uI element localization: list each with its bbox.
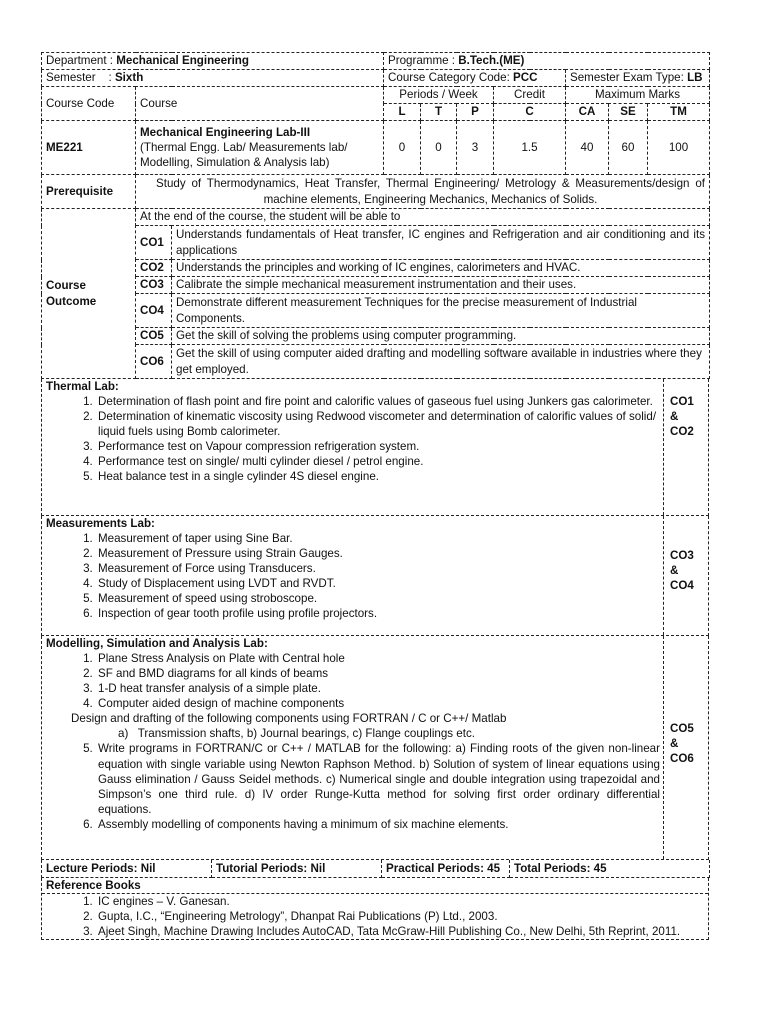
- design-line: Design and drafting of the following components using FORTRAN / C or C++/ Matlab: [71, 712, 507, 726]
- syllabus-document: [41, 52, 709, 940]
- course-header: Course: [136, 87, 384, 121]
- references-title: Reference Books: [46, 878, 141, 892]
- p-value: 3: [457, 121, 494, 175]
- list-item: 1. Measurement of taper using Sine Bar.: [96, 531, 660, 546]
- list-item: 4. Performance test on single/ multi cylinder diesel / petrol engine.: [96, 454, 660, 469]
- prerequisite-label: Prerequisite: [42, 175, 136, 209]
- co-code: CO1: [136, 226, 172, 260]
- list-item: 1. IC engines – V. Ganesan.: [96, 894, 704, 909]
- course-code: ME221: [42, 121, 136, 175]
- lecture-periods: Lecture Periods: Nil: [42, 860, 212, 877]
- prerequisite-text: Study of Thermodynamics, Heat Transfer, Thermal Engineering/ Metrology & Measurements/design of machine elements, Engineering Mechanics, Mechanics of Solids.: [136, 175, 710, 209]
- course-title: Mechanical Engineering Lab-III: [140, 125, 311, 139]
- list-item: 2. Gupta, I.C., “Engineering Metrology”, Dhanpat Rai Publications (P) Ltd., 2003.: [96, 909, 704, 924]
- marks-header: Maximum Marks: [566, 87, 710, 104]
- course-outcome-intro: At the end of the course, the student will be able to: [136, 209, 710, 226]
- list-item: 5. Measurement of speed using stroboscope.: [96, 591, 660, 606]
- co-code: CO3: [136, 277, 172, 294]
- total-periods: Total Periods: 45: [510, 860, 710, 877]
- list-item: 2. Measurement of Pressure using Strain Gauges.: [96, 546, 660, 561]
- references-list: [46, 894, 704, 939]
- co-code: CO2: [136, 260, 172, 277]
- list-item: 1. Determination of flash point and fire point and calorific values of gaseous fuel using Junkers gas calorimeter.: [96, 394, 660, 409]
- periods-header: Periods / Week: [384, 87, 494, 104]
- co-code: CO5: [136, 328, 172, 345]
- list-item: 4. Computer aided design of machine components: [96, 696, 660, 711]
- list-item: 2. SF and BMD diagrams for all kinds of beams: [96, 666, 660, 681]
- list-item: 1. Plane Stress Analysis on Plate with Central hole: [96, 651, 660, 666]
- references-section: [41, 878, 709, 940]
- t-header: T: [421, 104, 457, 121]
- course-title-cell: [136, 121, 384, 175]
- l-header: L: [384, 104, 421, 121]
- credit-header: Credit: [494, 87, 566, 104]
- list-item: 3. Measurement of Force using Transducers.: [96, 561, 660, 576]
- co-label: CO3 & CO4: [670, 549, 694, 593]
- co-label: CO1 & CO2: [670, 395, 694, 439]
- list-item: 3. Ajeet Singh, Machine Drawing Includes AutoCAD, Tata McGraw-Hill Publishing Co., New Delhi, 5th Reprint, 2011.: [96, 924, 704, 939]
- c-header: C: [494, 104, 566, 121]
- co-text: Demonstrate different measurement Techniques for the precise measurement of Industrial Components.: [172, 294, 710, 328]
- p-header: P: [457, 104, 494, 121]
- periods-table: [41, 860, 710, 878]
- list-item: 2. Determination of kinematic viscosity using Redwood viscometer and determination of calorific values of solid/ liquid fuels using Bomb calorimeter.: [96, 409, 660, 439]
- list-item: 3. 1-D heat transfer analysis of a simple plate.: [96, 681, 660, 696]
- ca-value: 40: [566, 121, 609, 175]
- tm-header: TM: [648, 104, 710, 121]
- co-code: CO6: [136, 345, 172, 379]
- list-item: 5. Write programs in FORTRAN/C or C++ / MATLAB for the following: a) Finding roots of the given non-linear equation with single variable using Newton Raphson Method. b) Solution of system of linear equations using Gauss elimination / Gauss Seidel methods. c) Numerical single and double integration using trapezoidal and Simpson’s one third rule. d) IV order Runge-Kutta method for solving first order ordinary differential equations.: [96, 741, 660, 816]
- thermal-lab-section: [41, 379, 709, 516]
- measurements-lab-co-cell: [663, 516, 708, 635]
- course-title-detail: (Thermal Engg. Lab/ Measurements lab/ Modelling, Simulation & Analysis lab): [140, 140, 348, 170]
- modelling-lab-list-continued: [46, 741, 660, 831]
- tutorial-periods: Tutorial Periods: Nil: [212, 860, 382, 877]
- list-item: 6. Assembly modelling of components having a minimum of six machine elements.: [96, 817, 660, 832]
- tm-value: 100: [648, 121, 710, 175]
- co-code: CO4: [136, 294, 172, 328]
- list-item: 5. Heat balance test in a single cylinder 4S diesel engine.: [96, 469, 660, 484]
- programme-cell: Programme : B.Tech.(ME): [384, 53, 710, 70]
- measurements-lab-list: [46, 531, 660, 621]
- practical-periods: Practical Periods: 45: [382, 860, 510, 877]
- ca-header: CA: [566, 104, 609, 121]
- modelling-lab-list: [46, 651, 660, 711]
- category-cell: Course Category Code: PCC: [384, 70, 566, 87]
- c-value: 1.5: [494, 121, 566, 175]
- thermal-lab-co-cell: [663, 379, 708, 515]
- list-item: 6. Inspection of gear tooth profile using profile projectors.: [96, 606, 660, 621]
- l-value: 0: [384, 121, 421, 175]
- list-item: 3. Performance test on Vapour compression refrigeration system.: [96, 439, 660, 454]
- exam-type-cell: Semester Exam Type: LB: [566, 70, 710, 87]
- co-text: Calibrate the simple mechanical measurement instrumentation and their uses.: [172, 277, 710, 294]
- modelling-lab-section: [41, 636, 709, 860]
- measurements-lab-section: [41, 516, 709, 636]
- course-info-table: [41, 52, 710, 379]
- co-text: Get the skill of using computer aided drafting and modelling software available in industries where they get employed.: [172, 345, 710, 379]
- course-outcome-label: Course Outcome: [42, 209, 136, 379]
- modelling-lab-title: Modelling, Simulation and Analysis Lab:: [46, 637, 268, 650]
- measurements-lab-title: Measurements Lab:: [46, 517, 155, 530]
- co-text: Understands fundamentals of Heat transfer, IC engines and Refrigeration and air conditioning and its applications: [172, 226, 710, 260]
- course-code-header: Course Code: [42, 87, 136, 121]
- thermal-lab-title: Thermal Lab:: [46, 380, 119, 393]
- department-cell: Department : Mechanical Engineering: [42, 53, 384, 70]
- sub-line: a) Transmission shafts, b) Journal bearings, c) Flange couplings etc.: [118, 727, 475, 741]
- co-label: CO5 & CO6: [670, 722, 694, 766]
- modelling-lab-co-cell: [663, 636, 708, 859]
- t-value: 0: [421, 121, 457, 175]
- co-text: Get the skill of solving the problems using computer programming.: [172, 328, 710, 345]
- semester-cell: Semester : Sixth: [42, 70, 384, 87]
- list-item: 4. Study of Displacement using LVDT and RVDT.: [96, 576, 660, 591]
- co-text: Understands the principles and working of IC engines, calorimeters and HVAC.: [172, 260, 710, 277]
- se-value: 60: [609, 121, 648, 175]
- se-header: SE: [609, 104, 648, 121]
- thermal-lab-list: [46, 394, 660, 484]
